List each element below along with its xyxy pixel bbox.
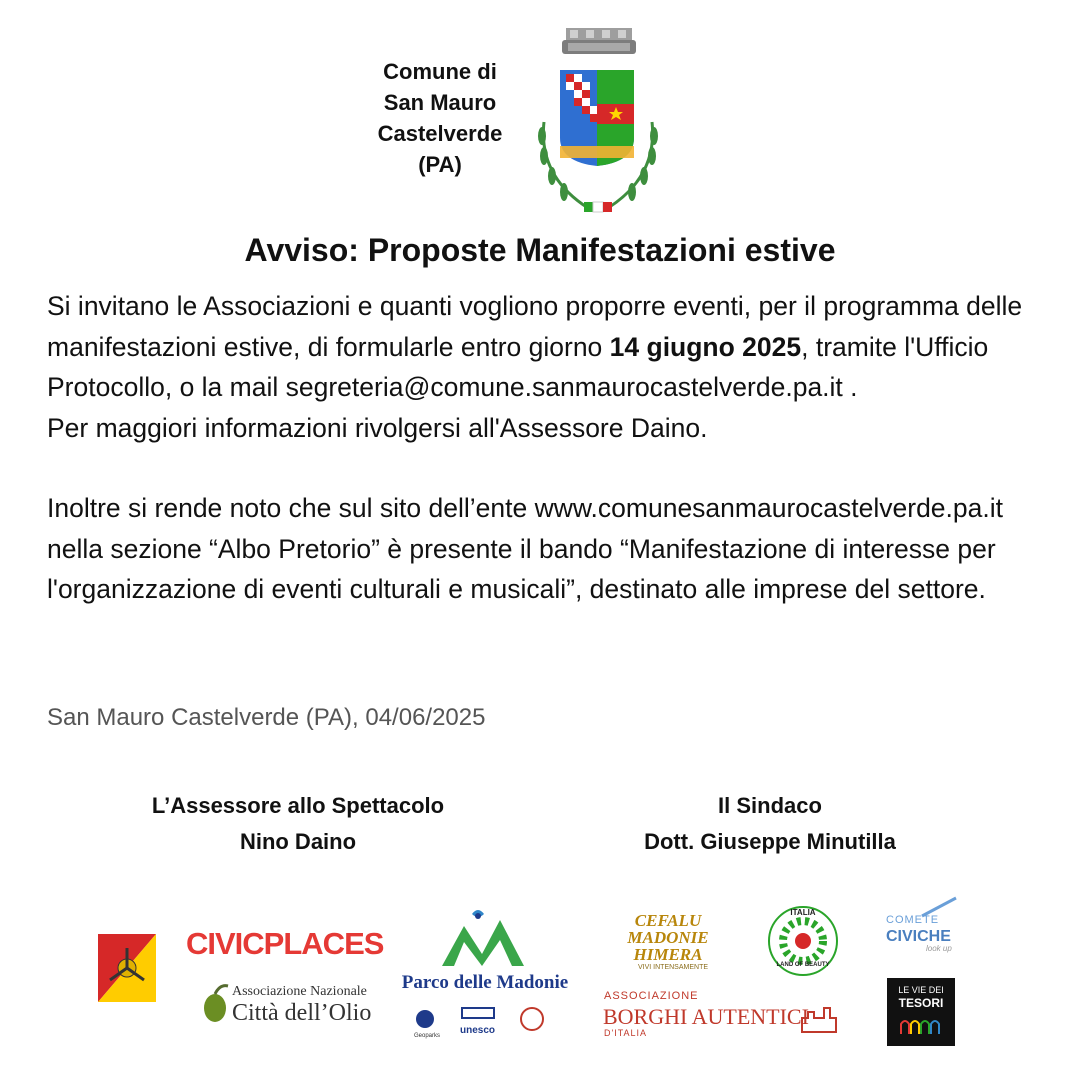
civic-places-logo: CIVICPLACES <box>186 926 384 961</box>
borghi-line-3: D'ITALIA <box>604 1028 648 1038</box>
geoparks-label: Geoparks <box>414 1033 441 1039</box>
notice-paragraph-2: Inoltre si rende noto che sul sito dell’ente www.comunesanmaurocastelverde.pa.it nella sezione “Albo Pretorio” è presente il bando “Manifestazione di interesse per l'organizzazione di eventi culturali e musicali”, destinato alle imprese del settore. <box>47 493 1003 604</box>
coat-of-arms-icon <box>528 26 668 220</box>
cefalu-tagline: VIVI INTENSAMENTE <box>638 964 709 971</box>
notice-title: Avviso: Proposte Manifestazioni estive <box>244 232 836 268</box>
municipality-name <box>340 56 540 180</box>
signature-assessore <box>98 788 498 860</box>
notice-p1-text-a: Si invitano le Associazioni e quanti vogliono proporre eventi, per il programma delle manifestazioni estive, di formularle entro giorno <box>47 291 1023 362</box>
olive-icon <box>200 982 230 1024</box>
unesco-label: unesco <box>460 1025 496 1036</box>
notice-deadline: 14 giugno 2025 <box>609 331 802 362</box>
tesori-line-2: TESORI <box>898 996 944 1010</box>
signature-sindaco <box>570 788 970 860</box>
tesori-line-1: LE VIE DEI <box>898 985 944 995</box>
comete-line-1: COMETE <box>886 914 940 926</box>
citta-olio-name: Città dell’Olio <box>232 1000 372 1026</box>
borgo-castle-icon <box>800 1004 838 1034</box>
comete-civiche-logo: CIVICHE <box>886 928 951 945</box>
italia-bottom-label: LAND OF BEAUTY <box>776 962 830 968</box>
municipality-line-2: San Mauro <box>383 90 497 115</box>
notice-p1-text-b: , tramite l'Ufficio Protocollo, o la mail segreteria@comune.sanmaurocastelverde.pa.it . <box>47 331 989 402</box>
swirl-logo-icon <box>516 1004 554 1034</box>
municipality-line-3: Castelverde <box>377 121 503 146</box>
signature-right-name: Dott. Giuseppe Minutilla <box>644 829 896 854</box>
municipality-line-4: (PA) <box>418 152 462 177</box>
unesco-temple-icon <box>460 1006 496 1020</box>
signature-left-role: L’Assessore allo Spettacolo <box>151 793 445 818</box>
arches-icon <box>897 1014 945 1034</box>
geoparks-logo <box>414 1008 440 1039</box>
parco-madonie-icon <box>432 906 532 968</box>
parco-madonie-name: Parco delle Madonie <box>401 972 569 993</box>
cefalu-madonie-logo: CEFALU MADONIE HIMERA <box>627 911 709 964</box>
citta-olio-label: Associazione Nazionale <box>232 984 367 999</box>
borghi-autentici-logo: BORGHI AUTENTICI <box>603 1004 809 1029</box>
notice-info-line: Per maggiori informazioni rivolgersi all'Assessore Daino. <box>47 412 708 443</box>
paragraph-spacer <box>47 448 1047 488</box>
place-date: San Mauro Castelverde (PA), 04/06/2025 <box>47 704 486 731</box>
notice-body <box>47 286 1047 610</box>
sicily-flag-icon <box>98 934 156 1002</box>
signature-right-role: Il Sindaco <box>718 793 822 818</box>
unesco-logo <box>460 1006 496 1036</box>
signature-left-name: Nino Daino <box>239 829 357 854</box>
comete-tagline: look up <box>926 944 952 953</box>
globe-icon <box>414 1008 436 1030</box>
italia-top-label: ITALIA <box>790 908 816 917</box>
notice-paragraph-1 <box>47 286 1047 408</box>
borghi-line-1: ASSOCIAZIONE <box>604 990 699 1002</box>
municipality-line-1: Comune di <box>383 59 497 84</box>
